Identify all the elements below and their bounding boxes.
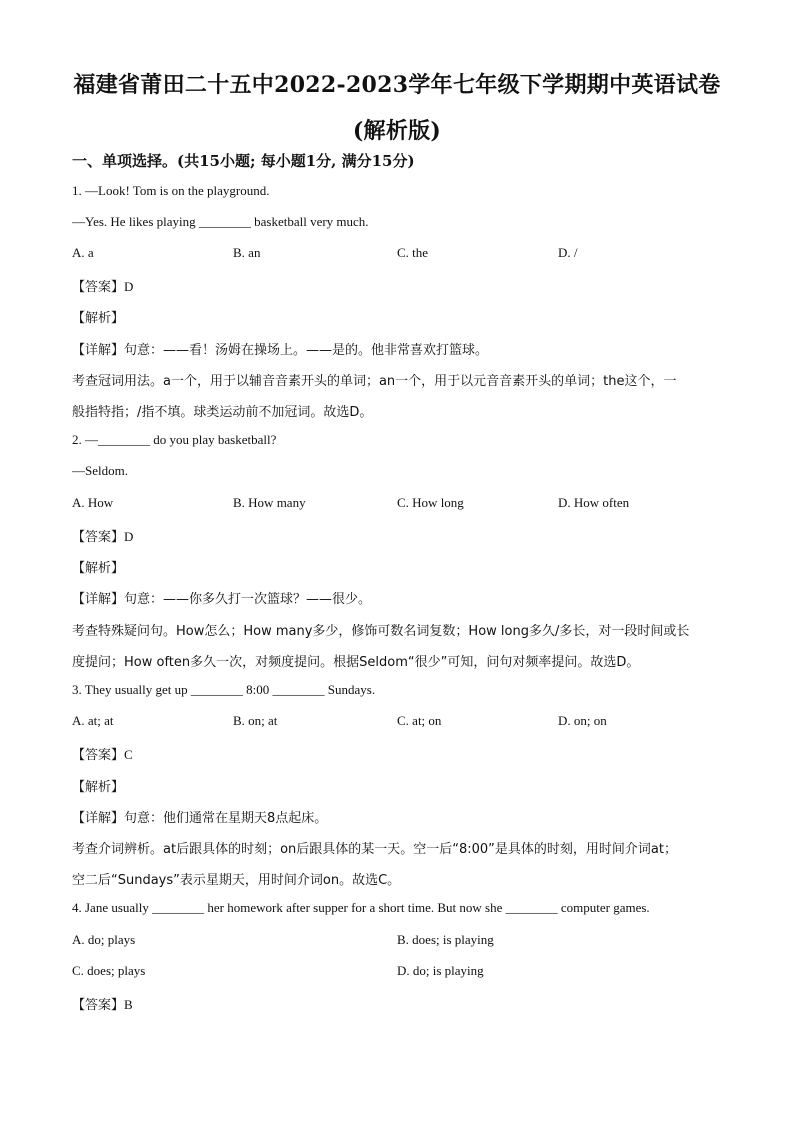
question-2-explanation-line-2: 度提问；How often多久一次，对频度提问。根据Seldom“很少”可知，问句对频率提问。故选D。 — [72, 655, 640, 670]
analysis-label: 【解析】 — [72, 311, 125, 326]
question-1-detail — [72, 339, 488, 358]
answer-value: B — [124, 997, 133, 1012]
question-2-option-a: A. How — [72, 495, 114, 510]
question-2-detail — [72, 588, 371, 607]
question-1-answer — [72, 276, 133, 295]
question-1-option-d: D. / — [558, 245, 578, 260]
question-2-option-b: B. How many — [233, 495, 306, 510]
question-4-stem-line-1: 4. Jane usually ________ her homework after supper for a short time. But now she ________ computer games. — [72, 900, 650, 915]
question-1-option-c: C. the — [397, 245, 429, 260]
answer-value: D — [124, 279, 134, 294]
question-2-option-c: C. How long — [397, 495, 464, 510]
detail-text: 句意：——看！汤姆在操场上。——是的。他非常喜欢打篮球。 — [124, 343, 489, 358]
question-1-stem-line-2: —Yes. He likes playing ________ basketball very much. — [72, 214, 369, 229]
detail-label: 【详解】 — [72, 592, 125, 607]
answer-label: 【答案】 — [72, 280, 125, 295]
answer-value: D — [124, 529, 134, 544]
question-4-option-b: B. does; is playing — [397, 932, 494, 947]
answer-label: 【答案】 — [72, 998, 125, 1013]
answer-label: 【答案】 — [72, 748, 125, 763]
question-3-answer — [72, 744, 133, 763]
question-1-explanation-line-2: 般指特指；/指不填。球类运动前不加冠词。故选D。 — [72, 405, 373, 420]
question-3-explanation-line-2: 空二后“Sundays”表示星期天，用时间介词on。故选C。 — [72, 873, 401, 888]
question-3-option-c: C. at; on — [397, 713, 442, 728]
question-2-answer — [72, 526, 133, 545]
question-4-option-d: D. do; is playing — [397, 963, 484, 978]
question-3-option-a: A. at; at — [72, 713, 114, 728]
question-1-option-b: B. an — [233, 245, 261, 260]
question-1-analysis-label — [72, 307, 124, 326]
analysis-label: 【解析】 — [72, 780, 125, 795]
answer-value: C — [124, 747, 133, 762]
question-3-stem-line-1: 3. They usually get up ________ 8:00 ________ Sundays. — [72, 682, 376, 697]
question-2-option-d: D. How often — [558, 495, 630, 510]
question-1-option-a: A. a — [72, 245, 94, 260]
question-4-answer — [72, 994, 133, 1013]
question-4-option-a: A. do; plays — [72, 932, 136, 947]
analysis-label: 【解析】 — [72, 561, 125, 576]
question-2-analysis-label — [72, 557, 124, 576]
detail-text: 句意：——你多久打一次篮球？——很少。 — [124, 592, 372, 607]
section-heading: 一、单项选择。(共15小题; 每小题1分, 满分15分) — [72, 152, 415, 170]
question-3-option-b: B. on; at — [233, 713, 278, 728]
question-2-stem-line-2: —Seldom. — [72, 463, 128, 478]
question-1-stem-line-1: 1. —Look! Tom is on the playground. — [72, 183, 270, 198]
detail-text: 句意：他们通常在星期天8点起床。 — [124, 811, 328, 826]
question-3-explanation-line-1: 考查介词辨析。at后跟具体的时刻；on后跟具体的某一天。空一后“8:00”是具体的时刻，用时间介词at； — [72, 842, 677, 857]
question-2-stem-line-1: 2. —________ do you play basketball? — [72, 432, 277, 447]
detail-label: 【详解】 — [72, 811, 125, 826]
answer-label: 【答案】 — [72, 530, 125, 545]
page-title: 福建省莆田二十五中2022-2023学年七年级下学期期中英语试卷(解析版) — [73, 72, 721, 144]
question-2-explanation-line-1: 考查特殊疑问句。How怎么；How many多少，修饰可数名词复数；How long多久/多长，对一段时间或长 — [72, 624, 690, 639]
question-3-detail — [72, 807, 327, 826]
question-3-analysis-label — [72, 776, 124, 795]
question-3-option-d: D. on; on — [558, 713, 607, 728]
question-1-explanation-line-1: 考查冠词用法。a一个，用于以辅音音素开头的单词；an一个，用于以元音音素开头的单词；the这个，一 — [72, 374, 677, 389]
question-4-option-c: C. does; plays — [72, 963, 146, 978]
detail-label: 【详解】 — [72, 343, 125, 358]
